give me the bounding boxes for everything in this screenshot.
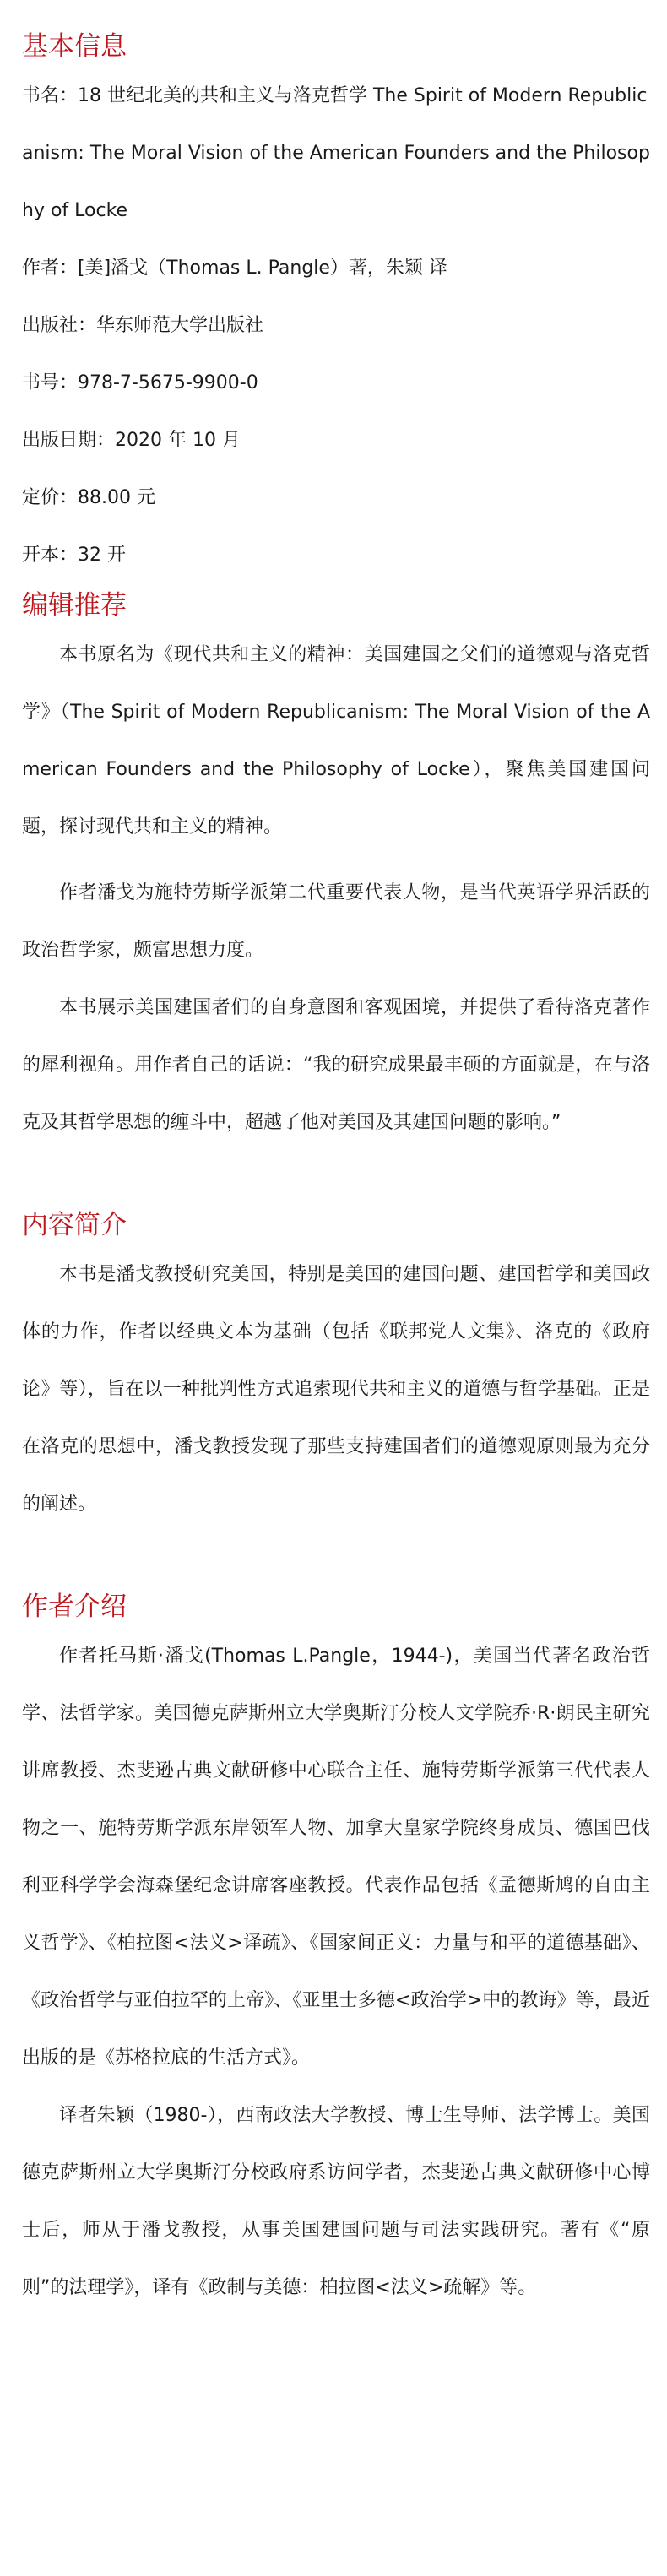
book-name: 书名：18 世纪北美的共和主义与洛克哲学 The Spirit of Modern Republicanism: The Moral Vision of the American Founders and the Philosophy of Locke — [22, 85, 650, 221]
translator-paragraph: 译者朱颖（1980-），西南政法大学教授、博士生导师、法学博士。美国德克萨斯州立大学奥斯汀分校政府系访问学者，杰斐逊古典文献研修中心博士后，师从于潘戈教授，从事美国建国问题与司法实践研究。著有《“原则”的法理学》，译有《政制与美德：柏拉图<法义>疏解》等。 — [22, 2105, 650, 2298]
summary-paragraph: 本书是潘戈教授研究美国，特别是美国的建国问题、建国哲学和美国政体的力作，作者以经典文本为基础（包括《联邦党人文集》、洛克的《政府论》等），旨在以一种批判性方式追索现代共和主义的道德与哲学基础。正是在洛克的思想中，潘戈教授发现了那些支持建国者们的道德观原则最为充分的阐述。 — [22, 1264, 650, 1515]
editor-recommendation-section — [22, 584, 650, 1152]
basic-info-section — [22, 25, 650, 584]
content-summary-section — [22, 1204, 650, 1533]
author-paragraph: 作者托马斯·潘戈(Thomas L.Pangle，1944-)，美国当代著名政治哲学、法哲学家。美国德克萨斯州立大学奥斯汀分校人文学院乔·R·朗民主研究讲席教授、杰斐逊古典文献研修中心联合主任、施特劳斯学派第三代代表人物之一、施特劳斯学派东岸领军人物、加拿大皇家学院终身成员、德国巴伐利亚科学学会海森堡纪念讲席客座教授。代表作品包括《孟德斯鸠的自由主义哲学》、《柏拉图<法义>译疏》、《国家间正义：力量与和平的道德基础》、《政治哲学与亚伯拉罕的上帝》、《亚里士多德<政治学>中的教诲》等，最近出版的是《苏格拉底的生活方式》。 — [22, 1646, 650, 2069]
book-isbn: 书号：978-7-5675-9900-0 — [22, 372, 258, 393]
book-author: 作者：[美]潘戈（Thomas L. Pangle）著，朱颖 译 — [22, 258, 447, 279]
author-intro-section — [22, 1586, 650, 2317]
book-price: 定价：88.00 元 — [22, 487, 155, 508]
author-intro-heading: 作者介绍 — [22, 1592, 127, 1622]
spacer — [22, 856, 650, 865]
book-pub-date: 出版日期：2020 年 10 月 — [22, 430, 241, 451]
editor-recommendation-heading: 编辑推荐 — [22, 590, 127, 621]
book-publisher: 出版社：华东师范大学出版社 — [22, 315, 264, 336]
editor-paragraph: 本书原名为《现代共和主义的精神：美国建国之父们的道德观与洛克哲学》（The Spirit of Modern Republicanism: The Moral Vision of the American Founders and the Philosophy of Locke），聚焦美国建国问题，探讨现代共和主义的精神。 — [22, 644, 650, 838]
book-format: 开本：32 开 — [22, 545, 126, 566]
spacer — [22, 1152, 650, 1204]
editor-paragraph: 作者潘戈为施特劳斯学派第二代重要代表人物，是当代英语学界活跃的政治哲学家，颇富思想力度。 — [22, 882, 650, 961]
spacer — [22, 1533, 650, 1586]
basic-info-heading: 基本信息 — [22, 31, 127, 62]
content-summary-heading: 内容简介 — [22, 1210, 127, 1240]
editor-paragraph: 本书展示美国建国者们的自身意图和客观困境，并提供了看待洛克著作的犀利视角。用作者自己的话说：“我的研究成果最丰硕的方面就是，在与洛克及其哲学思想的缠斗中，超越了他对美国及其建国问题的影响。” — [22, 997, 650, 1133]
